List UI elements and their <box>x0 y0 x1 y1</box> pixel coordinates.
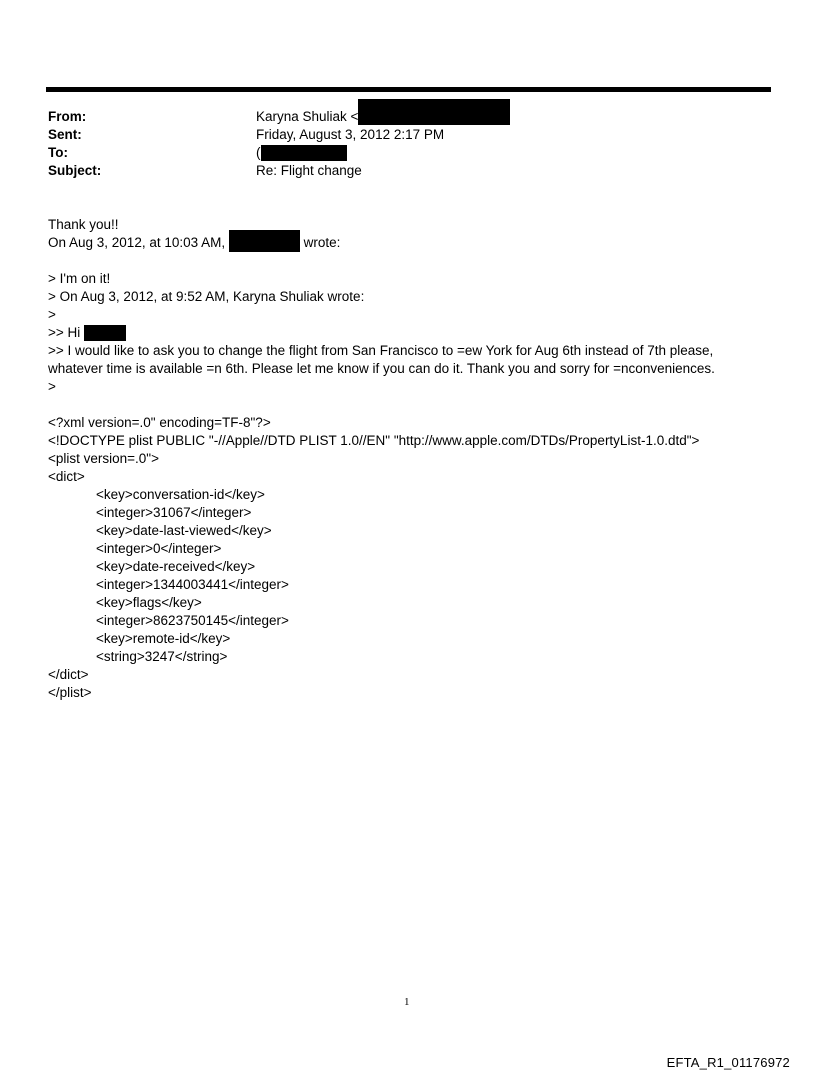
plist-entry: <integer>31067</integer> <box>96 505 252 520</box>
plist-entry: <integer>1344003441</integer> <box>96 577 289 592</box>
quoted-line <box>48 324 768 342</box>
sent-row <box>48 126 510 144</box>
redaction-box <box>84 325 126 341</box>
header-rule <box>46 87 771 92</box>
plist-entry: <integer>0</integer> <box>96 541 222 556</box>
bates-number: EFTA_R1_01176972 <box>666 1055 790 1070</box>
attribution-prefix: On Aug 3, 2012, at 10:03 AM, <box>48 235 229 250</box>
to-row <box>48 144 510 162</box>
attribution-line <box>48 234 768 252</box>
subject-label: Subject: <box>48 163 102 178</box>
plist-entry: <key>flags</key> <box>96 595 202 610</box>
from-label: From: <box>48 109 87 124</box>
sent-label: Sent: <box>48 127 82 142</box>
quoted-paragraph: >> I would like to ask you to change the flight from San Francisco to =ew York for Aug 6th instead of 7th please, whatever time is available =n 6th. Please let me know if you can do it. Thank you and sorry for =nconveniences. <box>48 343 715 376</box>
to-value: ( <box>256 145 261 160</box>
plist-entry: <key>date-last-viewed</key> <box>96 523 272 538</box>
subject-row <box>48 162 510 180</box>
plist-close: </plist> <box>48 685 92 700</box>
quoted-line: > I'm on it! <box>48 271 111 286</box>
page-number: 1 <box>404 996 410 1008</box>
redaction-box <box>261 145 347 161</box>
email-header <box>48 108 510 180</box>
dict-close: </dict> <box>48 667 89 682</box>
plist-entry: <string>3247</string> <box>96 649 228 664</box>
redaction-box <box>229 230 300 252</box>
plist-entry: <key>conversation-id</key> <box>96 487 265 502</box>
plist-entry: <key>date-received</key> <box>96 559 256 574</box>
email-body <box>48 216 768 702</box>
sent-value: Friday, August 3, 2012 2:17 PM <box>256 127 445 142</box>
quoted-line: > <box>48 379 56 394</box>
quoted-line: > On Aug 3, 2012, at 9:52 AM, Karyna Shuliak wrote: <box>48 289 365 304</box>
redaction-box <box>358 99 510 125</box>
quoted-line: > <box>48 307 56 322</box>
plist-entry: <integer>8623750145</integer> <box>96 613 289 628</box>
doctype-line: <!DOCTYPE plist PUBLIC "-//Apple//DTD PLIST 1.0//EN" "http://www.apple.com/DTDs/PropertyList-1.0.dtd"> <box>48 433 700 448</box>
from-row <box>48 108 510 126</box>
greeting-text: >> Hi <box>48 325 85 340</box>
to-label: To: <box>48 145 68 160</box>
reply-text: Thank you!! <box>48 217 119 232</box>
from-value: Karyna Shuliak < <box>256 109 359 124</box>
subject-value: Re: Flight change <box>256 163 362 178</box>
attribution-suffix: wrote: <box>299 235 341 250</box>
dict-open: <dict> <box>48 469 85 484</box>
plist-open: <plist version=.0"> <box>48 451 159 466</box>
plist-entry: <key>remote-id</key> <box>96 631 231 646</box>
xml-declaration: <?xml version=.0" encoding=TF-8"?> <box>48 415 271 430</box>
